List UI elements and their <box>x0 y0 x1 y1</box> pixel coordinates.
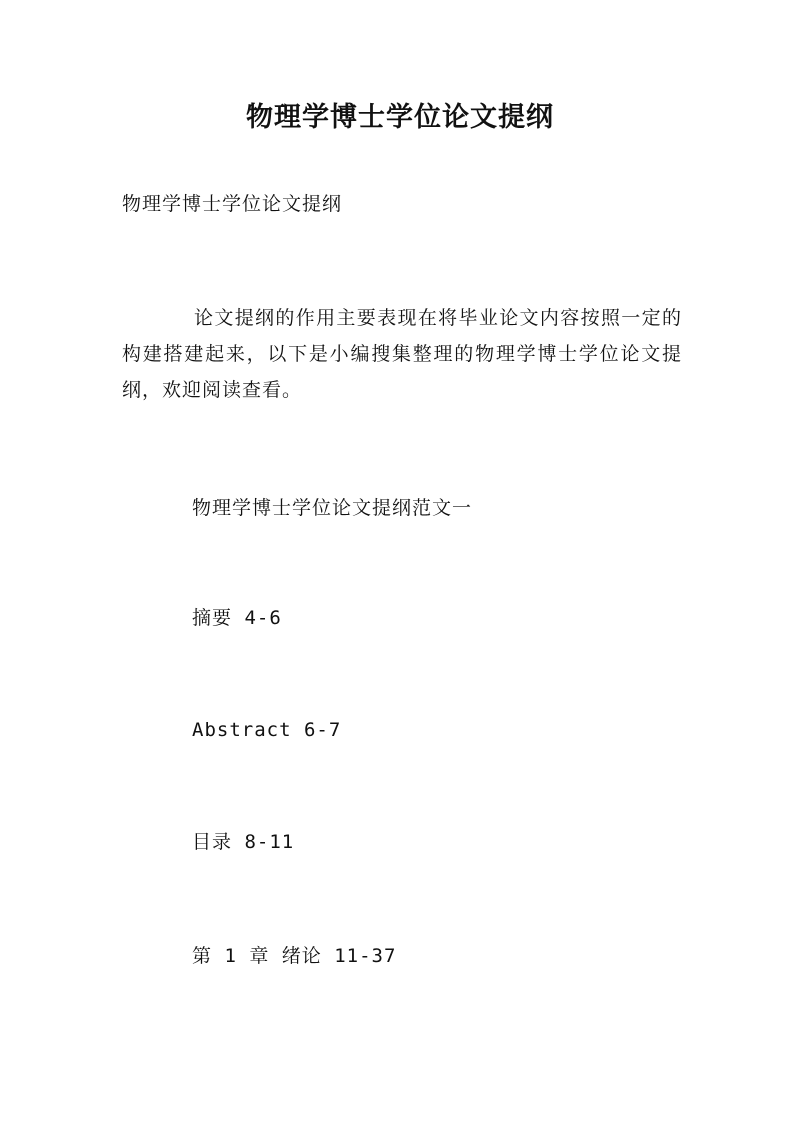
intro-paragraph: 论文提纲的作用主要表现在将毕业论文内容按照一定的构建搭建起来，以下是小编搜集整理的物理学博士学位论文提纲，欢迎阅读查看。 <box>122 307 682 401</box>
toc-entry-abstract-en: Abstract 6-7 <box>192 719 342 741</box>
toc-entry-chapter-1: 第 1 章 绪论 11-37 <box>192 945 397 967</box>
document-title: 物理学博士学位论文提纲 <box>246 102 554 133</box>
document-subtitle: 物理学博士学位论文提纲 <box>122 193 343 215</box>
toc-entry-contents: 目录 8-11 <box>192 831 295 853</box>
toc-entry-abstract-cn: 摘要 4-6 <box>192 607 282 629</box>
sample-heading: 物理学博士学位论文提纲范文一 <box>192 497 473 519</box>
